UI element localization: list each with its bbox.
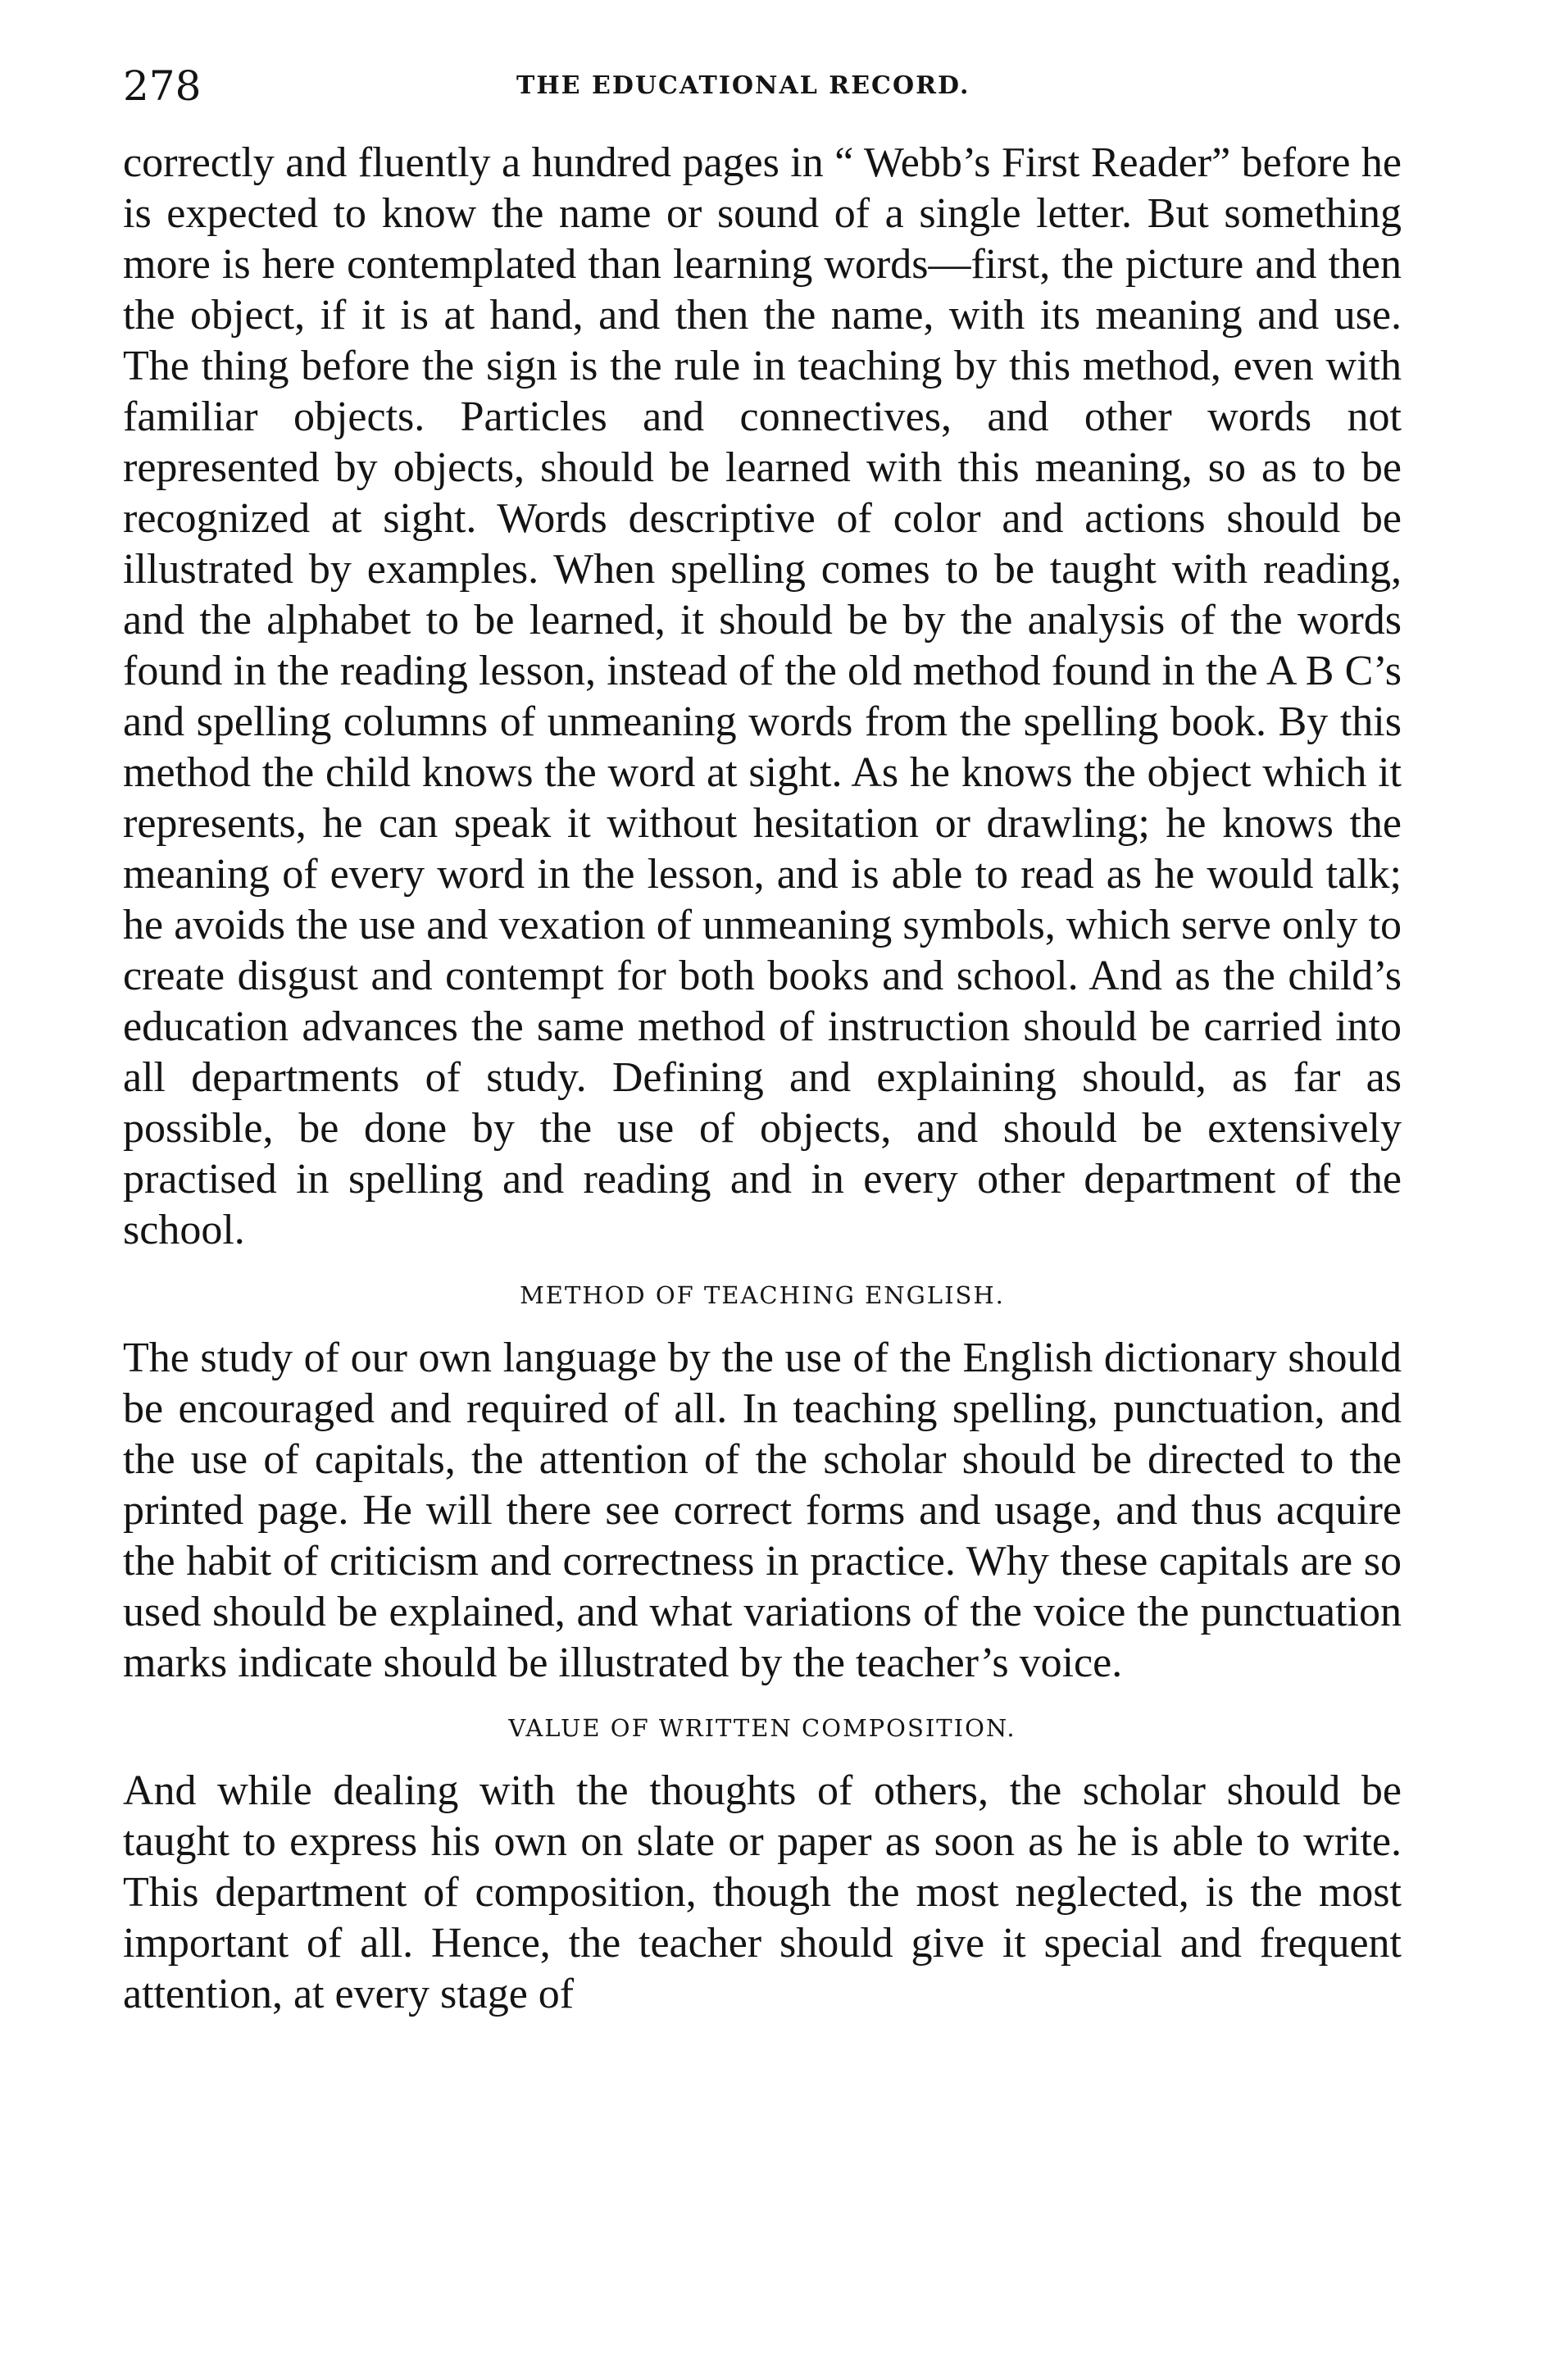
page-header	[123, 57, 1402, 115]
intro-paragraph: correctly and fluently a hundred pages in “ Webb’s First Reader” before he is expected to know the name or sound of a single letter. But something more is here contemplated than learning words—first, the picture and then the object, if it is at hand, and then the name, with its meaning and use. The thing before the sign is the rule in teaching by this method, even with familiar objects. Particles and connectives, and other words not represented by objects, should be learned with this meaning, so as to be recognized at sight. Words descriptive of color and actions should be illustrated by examples. When spelling comes to be taught with reading, and the alphabet to be learned, it should be by the analysis of the words found in the reading lesson, instead of the old method found in the A B C’s and spelling columns of unmeaning words from the spelling book. By this method the child knows the word at sight. As he knows the object which it represents, he can speak it without hesitation or drawling; he knows the meaning of every word in the lesson, and is able to read as he would talk; he avoids the use and vexation of unmeaning symbols, which serve only to create disgust and contempt for both books and school. And as the child’s education advances the same method of instruction should be carried into all departments of study. Defining and explaining should, as far as possible, be done by the use of objects, and should be extensively practised in spelling and reading and in every other department of the school.	[123, 139, 1402, 1253]
heading-method-of-teaching-english: METHOD OF TEACHING ENGLISH.	[520, 1281, 1005, 1309]
english-paragraph: The study of our own language by the use of the English dictionary should be encouraged and required of all. In teaching spelling, punctuation, and the use of capitals, the attention of the scholar should be directed to the printed page. He will there see correct forms and usage, and thus acquire the habit of criticism and correctness in practice. Why these capitals are so used should be explained, and what variations of the voice the punctuation marks indicate should be illustrated by the teacher’s voice.	[123, 1335, 1402, 1686]
composition-paragraph: And while dealing with the thoughts of others, the scholar should be taught to express his own on slate or paper as soon as he is able to write. This department of composition, though the most neglected, is the most important of all. Hence, the teacher should give it special and frequent attention, at every stage of	[123, 1767, 1402, 2017]
page-number: 278	[123, 62, 202, 110]
page-body	[123, 138, 1402, 2020]
running-title: THE EDUCATIONAL RECORD.	[516, 71, 970, 100]
heading-value-of-written-composition: VALUE OF WRITTEN COMPOSITION.	[508, 1714, 1016, 1742]
